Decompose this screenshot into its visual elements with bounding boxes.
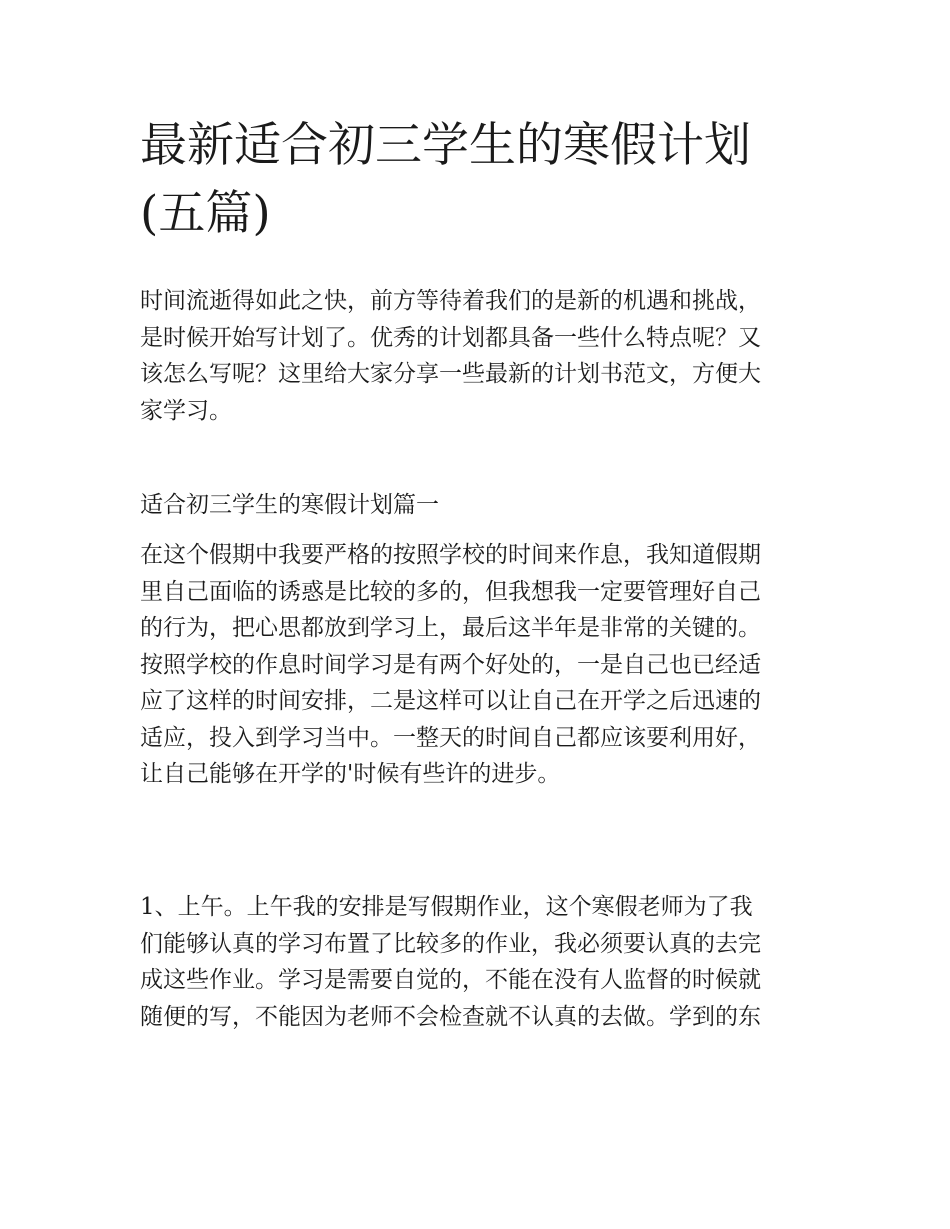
section-heading xyxy=(140,487,820,523)
para2-line-1: 1、上午。上午我的安排是写假期作业，这个寒假老师为了我 xyxy=(140,894,753,920)
para1-line-1: 在这个假期中我要严格的按照学校的时间来作息，我知道假期 xyxy=(140,542,761,568)
title-line-2: (五篇) xyxy=(140,186,271,241)
intro-line-3: 该怎么写呢？这里给大家分享一些最新的计划书范文，方便大 xyxy=(140,361,761,387)
para2-line-2: 们能够认真的学习布置了比较多的作业，我必须要认真的去完 xyxy=(140,930,761,957)
section-heading-text: 适合初三学生的寒假计划篇一 xyxy=(140,492,439,518)
para1-line-4: 按照学校的作息时间学习是有两个好处的，一是自己也已经适 xyxy=(140,651,761,678)
para1-line-6: 适应，投入到学习当中。一整天的时间自己都应该要利用好， xyxy=(140,724,761,751)
para1-line-3: 的行为，把心思都放到学习上，最后这半年是非常的关键的。 xyxy=(140,615,761,641)
para1-line-5: 应了这样的时间安排，二是这样可以让自己在开学之后迅速的 xyxy=(140,688,761,714)
paragraph-2 xyxy=(140,889,820,1035)
intro-line-2: 是时候开始写计划了。优秀的计划都具备一些什么特点呢？又 xyxy=(140,324,761,351)
intro-paragraph xyxy=(140,283,820,429)
paragraph-1 xyxy=(140,537,820,793)
para2-line-4: 随便的写，不能因为老师不会检查就不认真的去做。学到的东 xyxy=(140,1003,761,1030)
intro-line-1: 时间流逝得如此之快，前方等待着我们的是新的机遇和挑战， xyxy=(140,288,761,314)
para2-line-3: 成这些作业。学习是需要自觉的，不能在没有人监督的时候就 xyxy=(140,967,761,993)
para1-line-7: 让自己能够在开学的'时候有些许的进步。 xyxy=(140,761,561,787)
intro-line-4: 家学习。 xyxy=(140,397,232,424)
title-line-1: 最新适合初三学生的寒假计划 xyxy=(140,118,751,173)
document-title xyxy=(140,112,820,248)
para1-line-2: 里自己面临的诱惑是比较的多的，但我想我一定要管理好自己 xyxy=(140,578,761,605)
